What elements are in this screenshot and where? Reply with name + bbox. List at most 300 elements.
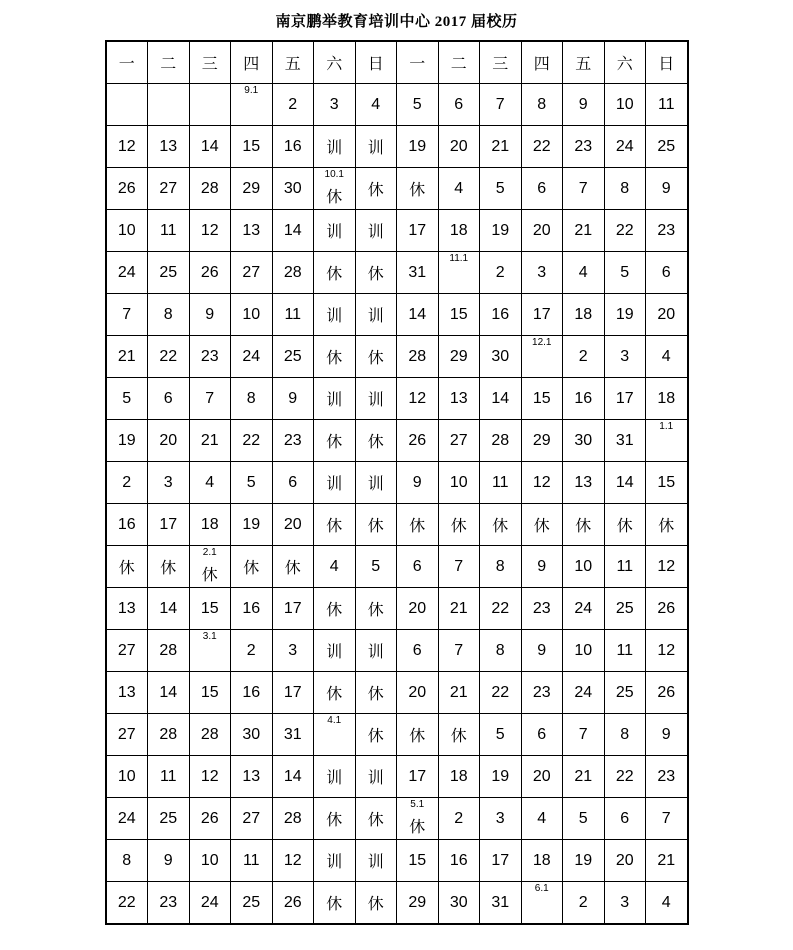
cell-value: 31	[491, 893, 510, 911]
calendar-cell	[189, 462, 231, 504]
cell-value: 13	[117, 599, 136, 617]
cell-value: 30	[491, 347, 510, 365]
cell-value: 3	[288, 641, 298, 659]
cell-value: 20	[615, 851, 634, 869]
cell-value: 10	[242, 305, 261, 323]
cell-value: 7	[578, 725, 588, 743]
calendar-cell	[563, 210, 605, 252]
page-title: 南京鹏举教育培训中心 2017 届校历	[275, 14, 518, 30]
cell-value: 休	[326, 896, 343, 913]
calendar-cell	[480, 798, 522, 840]
calendar-cell	[231, 210, 273, 252]
month-start-marker: 3.1	[202, 631, 217, 642]
cell-value: 6	[537, 179, 547, 197]
cell-value: 6	[537, 725, 547, 743]
cell-value: 29	[242, 179, 261, 197]
cell-value: 19	[242, 515, 261, 533]
calendar-cell	[397, 168, 439, 210]
cell-value: 20	[532, 767, 551, 785]
calendar-cell	[563, 294, 605, 336]
calendar-cell	[272, 756, 314, 798]
cell-value: 10	[615, 95, 634, 113]
calendar-cell	[231, 840, 273, 882]
cell-value: 休	[326, 350, 343, 367]
cell-value: 31	[283, 725, 302, 743]
cell-value: 9	[661, 725, 671, 743]
cell-value: 26	[283, 893, 302, 911]
calendar-cell	[231, 630, 273, 672]
cell-value: 休	[409, 518, 426, 535]
cell-value: 12	[408, 389, 427, 407]
calendar-cell	[646, 546, 688, 588]
cell-value: 29	[408, 893, 427, 911]
calendar-cell	[397, 336, 439, 378]
calendar-cell	[355, 126, 397, 168]
cell-value: 9	[537, 641, 547, 659]
cell-value: 18	[200, 515, 219, 533]
calendar-cell	[563, 756, 605, 798]
calendar-cell	[646, 210, 688, 252]
calendar-cell	[521, 714, 563, 756]
calendar-cell	[521, 210, 563, 252]
cell-value: 13	[242, 221, 261, 239]
calendar-cell	[438, 588, 480, 630]
cell-value: 12	[200, 221, 219, 239]
calendar-cell	[106, 630, 148, 672]
month-start-marker: 12.1	[532, 337, 552, 348]
calendar-cell	[563, 840, 605, 882]
cell-value: 14	[200, 137, 219, 155]
calendar-cell	[148, 378, 190, 420]
calendar-cell	[646, 882, 688, 925]
cell-value: 8	[620, 179, 630, 197]
calendar-cell	[231, 546, 273, 588]
calendar-cell	[604, 672, 646, 714]
cell-value: 15	[408, 851, 427, 869]
calendar-cell	[106, 798, 148, 840]
calendar-cell	[189, 756, 231, 798]
cell-value: 休	[160, 560, 177, 577]
calendar-cell	[106, 84, 148, 126]
calendar-cell	[563, 420, 605, 462]
cell-value: 21	[574, 221, 593, 239]
weekday-header-cell: 四	[521, 41, 563, 84]
cell-value: 2	[288, 95, 298, 113]
cell-value: 休	[367, 350, 384, 367]
cell-value: 27	[242, 263, 261, 281]
calendar-cell	[355, 756, 397, 798]
calendar-cell	[604, 252, 646, 294]
cell-value: 休	[284, 560, 301, 577]
calendar-cell	[355, 168, 397, 210]
cell-value: 16	[449, 851, 468, 869]
calendar-cell	[231, 504, 273, 546]
cell-value: 20	[159, 431, 178, 449]
cell-value: 25	[159, 263, 178, 281]
cell-value: 8	[495, 641, 505, 659]
cell-value: 2	[578, 893, 588, 911]
calendar-cell	[106, 378, 148, 420]
calendar-cell	[604, 294, 646, 336]
cell-value: 4	[578, 263, 588, 281]
calendar-cell	[189, 252, 231, 294]
cell-value: 20	[408, 599, 427, 617]
cell-value: 24	[242, 347, 261, 365]
cell-value: 28	[283, 809, 302, 827]
calendar-cell	[355, 546, 397, 588]
cell-value: 休	[243, 560, 260, 577]
cell-value: 24	[574, 683, 593, 701]
cell-value: 训	[326, 308, 343, 325]
calendar-cell	[438, 336, 480, 378]
calendar-cell	[521, 882, 563, 925]
calendar-cell	[604, 714, 646, 756]
calendar-cell	[231, 420, 273, 462]
calendar-cell	[189, 630, 231, 672]
cell-value: 20	[449, 137, 468, 155]
calendar-cell	[314, 504, 356, 546]
calendar-cell	[604, 882, 646, 925]
calendar-cell	[148, 798, 190, 840]
cell-value: 3	[329, 95, 339, 113]
calendar-cell	[231, 588, 273, 630]
calendar-cell	[314, 378, 356, 420]
calendar-cell	[563, 672, 605, 714]
calendar-cell	[189, 294, 231, 336]
calendar-cell	[397, 756, 439, 798]
calendar-cell	[148, 252, 190, 294]
cell-value: 13	[117, 683, 136, 701]
calendar-cell	[231, 462, 273, 504]
cell-value: 训	[367, 644, 384, 661]
calendar-cell	[355, 504, 397, 546]
calendar-cell	[231, 252, 273, 294]
cell-value: 训	[326, 476, 343, 493]
weekday-header-cell: 二	[438, 41, 480, 84]
calendar-cell	[646, 84, 688, 126]
calendar-cell	[480, 714, 522, 756]
cell-value: 6	[163, 389, 173, 407]
calendar-cell	[355, 378, 397, 420]
calendar-header	[106, 41, 688, 84]
cell-value: 休	[326, 266, 343, 283]
cell-value: 18	[449, 221, 468, 239]
cell-value: 休	[450, 518, 467, 535]
cell-value: 11	[491, 473, 509, 491]
calendar-cell	[231, 294, 273, 336]
calendar-cell	[148, 714, 190, 756]
cell-value: 休	[450, 728, 467, 745]
cell-value: 10	[200, 851, 219, 869]
calendar-cell	[438, 378, 480, 420]
cell-value: 训	[367, 308, 384, 325]
calendar-row	[106, 336, 688, 378]
calendar-row	[106, 546, 688, 588]
cell-value: 30	[574, 431, 593, 449]
cell-value: 3	[620, 347, 630, 365]
calendar-cell	[563, 588, 605, 630]
calendar-cell	[397, 546, 439, 588]
cell-value: 26	[408, 431, 427, 449]
cell-value: 9	[163, 851, 173, 869]
calendar-cell	[521, 756, 563, 798]
calendar-cell	[272, 126, 314, 168]
calendar-cell	[563, 798, 605, 840]
calendar-cell	[438, 210, 480, 252]
calendar-cell	[355, 714, 397, 756]
calendar-row	[106, 630, 688, 672]
calendar-cell	[563, 630, 605, 672]
cell-value: 23	[159, 893, 178, 911]
cell-value: 训	[326, 392, 343, 409]
month-start-marker: 10.1	[324, 169, 344, 180]
calendar-cell	[521, 84, 563, 126]
calendar-cell	[189, 504, 231, 546]
cell-value: 7	[578, 179, 588, 197]
cell-value: 14	[283, 767, 302, 785]
calendar-cell	[272, 840, 314, 882]
weekday-header-cell: 一	[106, 41, 148, 84]
cell-value: 17	[408, 767, 427, 785]
calendar-body	[106, 84, 688, 925]
calendar-cell	[314, 126, 356, 168]
calendar-cell	[646, 672, 688, 714]
calendar-cell	[106, 882, 148, 925]
cell-value: 训	[326, 224, 343, 241]
cell-value: 9	[578, 95, 588, 113]
calendar-cell	[397, 798, 439, 840]
weekday-header-cell: 日	[646, 41, 688, 84]
calendar-cell	[314, 462, 356, 504]
cell-value: 11	[159, 221, 177, 239]
weekday-header-cell: 五	[272, 41, 314, 84]
calendar-cell	[521, 420, 563, 462]
cell-value: 休	[201, 567, 218, 584]
cell-value: 14	[159, 599, 178, 617]
calendar-cell	[604, 588, 646, 630]
calendar-cell	[106, 126, 148, 168]
cell-value: 5	[246, 473, 256, 491]
calendar-row	[106, 378, 688, 420]
calendar-cell	[521, 462, 563, 504]
calendar-cell	[189, 126, 231, 168]
cell-value: 4	[371, 95, 381, 113]
calendar-cell	[314, 714, 356, 756]
cell-value: 17	[283, 599, 302, 617]
cell-value: 4	[454, 179, 464, 197]
calendar-cell	[604, 420, 646, 462]
cell-value: 训	[326, 140, 343, 157]
cell-value: 28	[283, 263, 302, 281]
calendar-cell	[355, 882, 397, 925]
calendar-cell	[438, 84, 480, 126]
calendar-cell	[189, 378, 231, 420]
calendar-cell	[106, 546, 148, 588]
cell-value: 21	[449, 599, 468, 617]
cell-value: 22	[242, 431, 261, 449]
calendar-cell	[646, 420, 688, 462]
cell-value: 16	[491, 305, 510, 323]
calendar-cell	[480, 630, 522, 672]
cell-value: 25	[657, 137, 676, 155]
cell-value: 3	[620, 893, 630, 911]
calendar-cell	[106, 714, 148, 756]
cell-value: 休	[533, 518, 550, 535]
cell-value: 8	[495, 557, 505, 575]
cell-value: 训	[367, 770, 384, 787]
cell-value: 12	[657, 641, 676, 659]
cell-value: 17	[159, 515, 178, 533]
cell-value: 30	[449, 893, 468, 911]
cell-value: 10	[117, 221, 136, 239]
calendar-cell	[521, 588, 563, 630]
cell-value: 20	[532, 221, 551, 239]
calendar-row	[106, 714, 688, 756]
calendar-cell	[480, 462, 522, 504]
calendar-cell	[148, 210, 190, 252]
cell-value: 2	[454, 809, 464, 827]
calendar-cell	[521, 336, 563, 378]
calendar-cell	[438, 756, 480, 798]
calendar-cell	[355, 210, 397, 252]
calendar-cell	[480, 420, 522, 462]
calendar-cell	[231, 798, 273, 840]
calendar-cell	[106, 504, 148, 546]
cell-value: 2	[578, 347, 588, 365]
cell-value: 23	[532, 683, 551, 701]
calendar-cell	[604, 504, 646, 546]
calendar-cell	[106, 840, 148, 882]
calendar-cell	[438, 840, 480, 882]
calendar-row	[106, 462, 688, 504]
cell-value: 26	[117, 179, 136, 197]
calendar-cell	[563, 252, 605, 294]
cell-value: 17	[283, 683, 302, 701]
cell-value: 27	[117, 725, 136, 743]
calendar-cell	[272, 798, 314, 840]
calendar-cell	[189, 882, 231, 925]
calendar-cell	[148, 546, 190, 588]
calendar-cell	[563, 504, 605, 546]
cell-value: 11	[159, 767, 177, 785]
cell-value: 27	[242, 809, 261, 827]
calendar-cell	[189, 336, 231, 378]
calendar-cell	[397, 504, 439, 546]
cell-value: 31	[615, 431, 634, 449]
cell-value: 21	[200, 431, 219, 449]
cell-value: 28	[159, 725, 178, 743]
cell-value: 休	[367, 686, 384, 703]
calendar-cell	[148, 336, 190, 378]
calendar-cell	[314, 252, 356, 294]
cell-value: 训	[326, 854, 343, 871]
calendar-cell	[604, 210, 646, 252]
calendar-cell	[521, 672, 563, 714]
calendar-cell	[272, 546, 314, 588]
calendar-row	[106, 420, 688, 462]
cell-value: 15	[242, 137, 261, 155]
calendar-cell	[189, 84, 231, 126]
month-start-marker: 6.1	[534, 883, 549, 894]
calendar-row	[106, 126, 688, 168]
calendar-cell	[148, 882, 190, 925]
cell-value: 23	[574, 137, 593, 155]
calendar-cell	[646, 840, 688, 882]
calendar-cell	[148, 840, 190, 882]
calendar-cell	[355, 336, 397, 378]
calendar-cell	[646, 756, 688, 798]
cell-value: 8	[537, 95, 547, 113]
calendar-cell	[106, 294, 148, 336]
calendar-cell	[646, 798, 688, 840]
cell-value: 12	[117, 137, 136, 155]
cell-value: 12	[283, 851, 302, 869]
cell-value: 7	[661, 809, 671, 827]
calendar-cell	[314, 210, 356, 252]
cell-value: 休	[367, 182, 384, 199]
calendar-cell	[189, 672, 231, 714]
cell-value: 休	[409, 182, 426, 199]
calendar-cell	[521, 378, 563, 420]
calendar-cell	[189, 588, 231, 630]
calendar-cell	[438, 294, 480, 336]
cell-value: 23	[200, 347, 219, 365]
calendar-cell	[646, 336, 688, 378]
calendar-cell	[521, 546, 563, 588]
calendar-cell	[480, 336, 522, 378]
weekday-header-cell: 三	[480, 41, 522, 84]
calendar-cell	[106, 210, 148, 252]
calendar-cell	[272, 168, 314, 210]
cell-value: 20	[657, 305, 676, 323]
calendar-row	[106, 798, 688, 840]
cell-value: 18	[449, 767, 468, 785]
cell-value: 21	[491, 137, 510, 155]
weekday-header-cell: 四	[231, 41, 273, 84]
month-start-marker: 2.1	[202, 547, 217, 558]
cell-value: 3	[495, 809, 505, 827]
cell-value: 21	[117, 347, 136, 365]
cell-value: 16	[242, 683, 261, 701]
cell-value: 25	[242, 893, 261, 911]
cell-value: 27	[117, 641, 136, 659]
calendar-cell	[397, 126, 439, 168]
calendar-cell	[231, 84, 273, 126]
calendar-cell	[397, 672, 439, 714]
cell-value: 29	[449, 347, 468, 365]
calendar-cell	[106, 462, 148, 504]
cell-value: 22	[117, 893, 136, 911]
calendar-cell	[604, 840, 646, 882]
calendar-cell	[355, 798, 397, 840]
calendar-cell	[646, 126, 688, 168]
cell-value: 15	[449, 305, 468, 323]
calendar-cell	[438, 630, 480, 672]
calendar-cell	[438, 252, 480, 294]
cell-value: 8	[122, 851, 132, 869]
cell-value: 休	[616, 518, 633, 535]
calendar-row	[106, 756, 688, 798]
cell-value: 3	[163, 473, 173, 491]
cell-value: 24	[615, 137, 634, 155]
calendar-cell	[646, 630, 688, 672]
cell-value: 4	[205, 473, 215, 491]
cell-value: 19	[491, 767, 510, 785]
cell-value: 5	[122, 389, 132, 407]
cell-value: 28	[200, 725, 219, 743]
cell-value: 5	[495, 725, 505, 743]
calendar-cell	[148, 504, 190, 546]
